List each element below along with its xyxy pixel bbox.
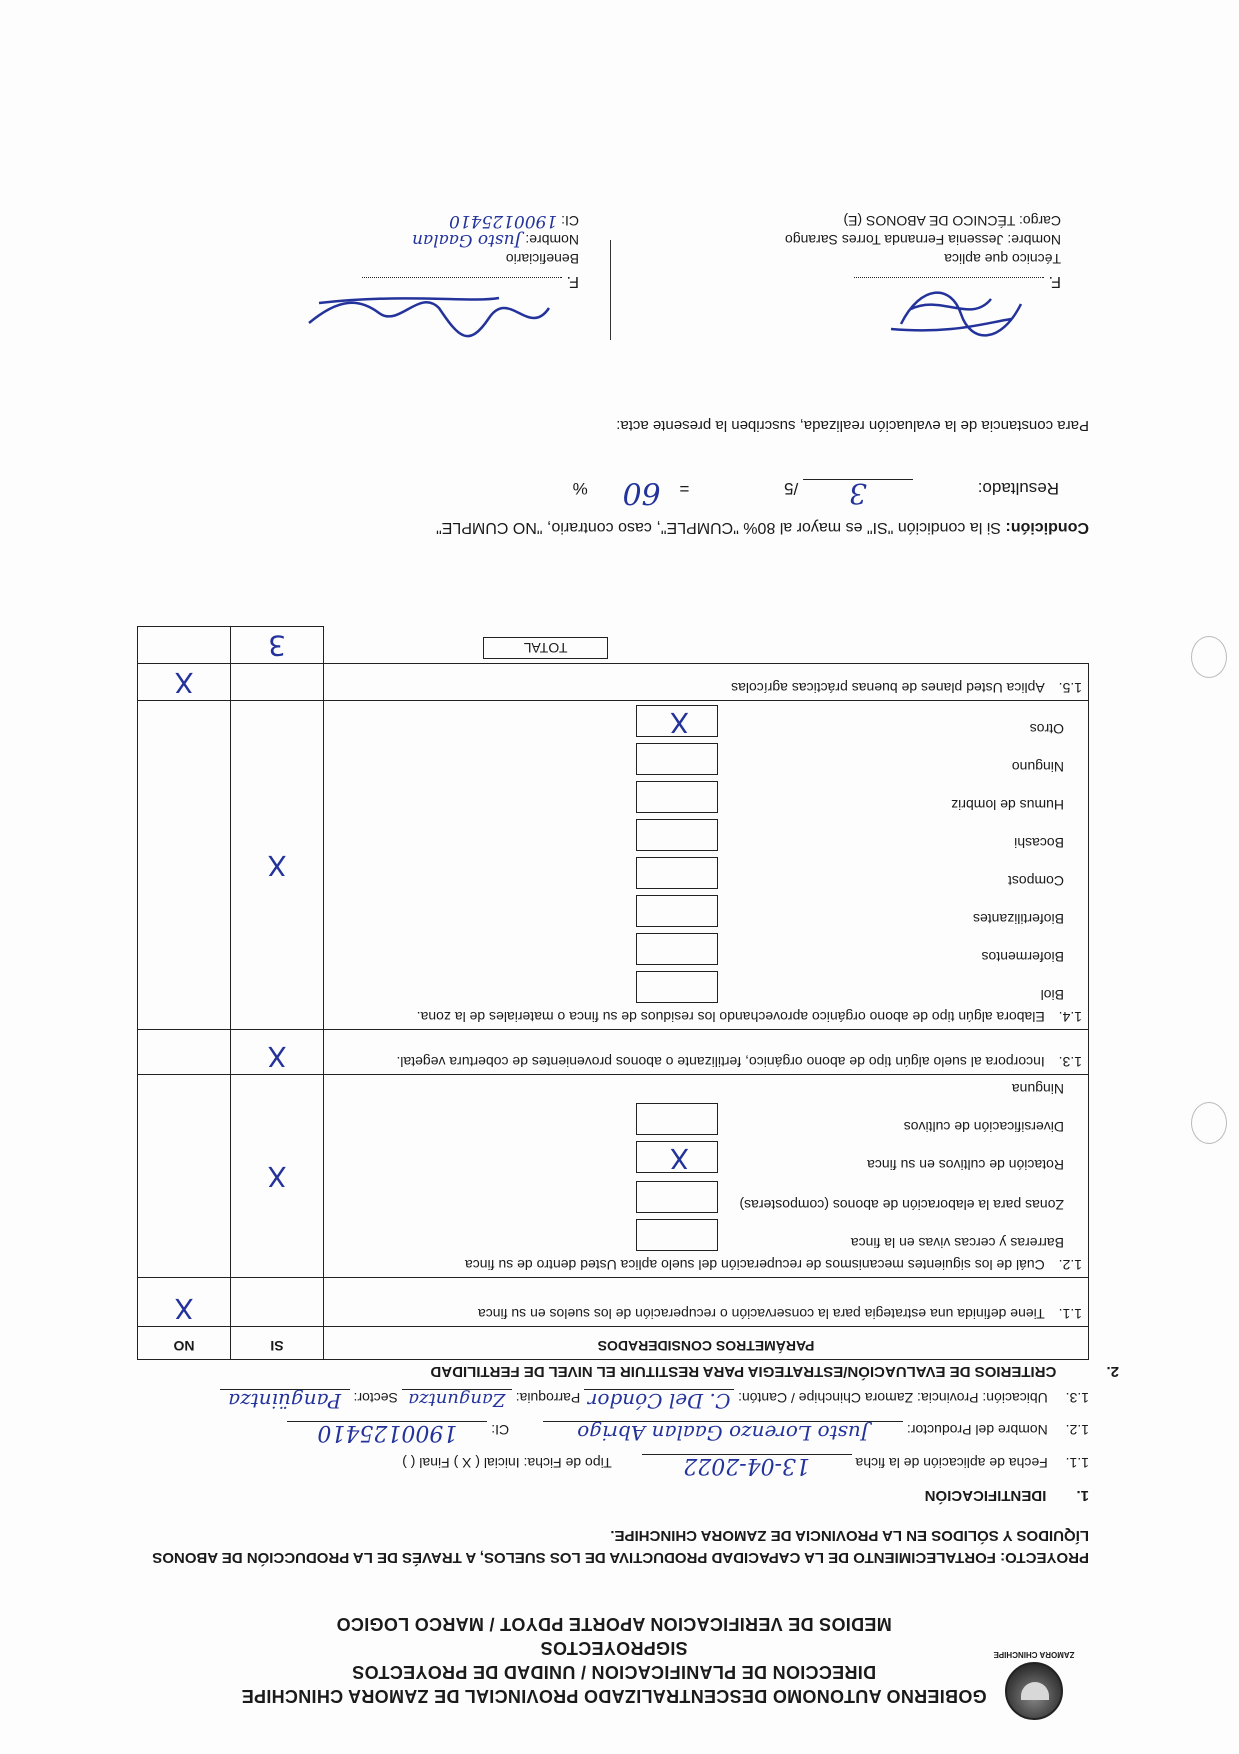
document-header <box>179 1612 1049 1708</box>
punch-hole <box>1191 1102 1227 1144</box>
no-cell <box>138 1030 231 1075</box>
total-cell <box>324 627 1089 664</box>
project-block <box>149 1524 1089 1568</box>
row-ubicacion <box>69 1389 1089 1413</box>
header-param: PARÁMETROS CONSIDERADOS <box>324 1327 1089 1360</box>
sector-value: Pangüintza <box>228 1389 342 1413</box>
option-item <box>330 857 1082 889</box>
option-item <box>330 743 1082 775</box>
si-cell <box>231 1075 324 1278</box>
header-no: NO <box>138 1327 231 1360</box>
ci-value: 1900125410 <box>317 1420 458 1445</box>
option-box <box>636 857 718 889</box>
header-si: SI <box>231 1327 324 1360</box>
option-item <box>330 1079 1082 1097</box>
result-percent-value: 60 <box>622 475 661 510</box>
table-row-1-2 <box>138 1075 1089 1278</box>
parroquia-label: Parroquia: <box>515 1390 581 1406</box>
no-mark: X <box>174 666 194 699</box>
header-line-2: DIRECCION DE PLANIFICACION / UNIDAD DE PROYECTOS <box>351 1662 877 1682</box>
ci-label: CI: <box>491 1422 510 1438</box>
productor-value: Justo Lorenzo Gaalan Abrigo <box>577 1421 869 1445</box>
question-cell <box>324 1075 1089 1278</box>
option-box <box>636 1103 718 1135</box>
option-item <box>330 705 1082 737</box>
signature-line <box>362 277 562 278</box>
question-num: 1.1. <box>1058 1306 1082 1322</box>
evaluation-table <box>137 626 1089 1360</box>
closing-text: Para constancia de la evaluación realizada, suscriben la presente acta: <box>616 417 1089 434</box>
si-mark: X <box>267 849 287 882</box>
condition-line <box>129 518 1089 536</box>
option-label: Zonas para la elaboración de abonos (composteras) <box>739 1197 1064 1213</box>
question-text: Cuál de los siguientes mecanismos de recuperación del suelo aplica Usted dentro de su finca <box>464 1257 1045 1273</box>
option-box <box>636 705 718 737</box>
row-num: 1.1. <box>1065 1455 1089 1471</box>
beneficiary-f-line <box>279 272 579 290</box>
option-box <box>636 971 718 1003</box>
beneficiary-info <box>279 211 579 268</box>
fecha-value: 13-04-2022 <box>683 1453 811 1478</box>
beneficiary-ci: 1900125410 <box>449 211 558 231</box>
option-box <box>636 819 718 851</box>
question-cell <box>324 701 1089 1030</box>
section-title: CRITERIOS DE EVALUACIÓN/ESTRATEGIA PARA RESTITUIR EL NIVEL DE FERTILIDAD <box>430 1363 1057 1380</box>
option-label: Humus de lombriz <box>951 797 1064 813</box>
question-num: 1.2. <box>1058 1257 1082 1273</box>
punch-hole <box>1191 636 1227 678</box>
result-line <box>159 475 1059 510</box>
productor-label: Nombre del Productor: <box>906 1422 1048 1438</box>
option-box <box>638 1079 718 1097</box>
section-identificacion <box>925 1487 1089 1504</box>
si-mark: X <box>267 1160 287 1193</box>
no-cell <box>138 701 231 1030</box>
option-mark: X <box>669 706 689 739</box>
condition-label: Condición: <box>1005 519 1089 536</box>
document-page <box>64 30 1209 1730</box>
si-mark: X <box>267 1040 287 1073</box>
no-cell <box>138 1278 231 1327</box>
row-num: 1.2. <box>1065 1422 1089 1438</box>
result-percent-sign: % <box>572 479 588 498</box>
option-item <box>330 1141 1082 1173</box>
question-text: Elabora algún tipo de abono orgánico aprovechando los residuos de su finca o materiales de la zona. <box>416 1009 1045 1025</box>
result-equals: = <box>679 479 690 498</box>
table-header-row <box>138 1327 1089 1360</box>
option-label: Barreras y cercas vivas en la finca <box>850 1235 1064 1251</box>
option-label: Compost <box>1007 873 1064 889</box>
option-label: Biofertilizantes <box>972 911 1064 927</box>
beneficiary-name: Justo Gaalan <box>412 230 522 250</box>
option-item <box>330 781 1082 813</box>
option-label: Diversificación de cultivos <box>903 1119 1064 1135</box>
option-label: Bocashi <box>1014 835 1064 851</box>
option-label: Otros <box>1029 721 1064 737</box>
total-label: TOTAL <box>483 637 609 659</box>
option-mark: X <box>669 1142 689 1175</box>
sector-label: Sector: <box>353 1390 398 1406</box>
option-box <box>636 1181 718 1213</box>
question-cell <box>324 1278 1089 1327</box>
beneficiary-name-line <box>279 230 579 249</box>
signature-divider <box>610 240 611 340</box>
result-denominator: /5 <box>784 479 799 498</box>
canton-field <box>584 1389 734 1413</box>
option-box <box>636 743 718 775</box>
sector-field <box>220 1389 350 1413</box>
parroquia-value: Zanguntza <box>408 1389 506 1410</box>
si-cell <box>231 1030 324 1075</box>
parroquia-field <box>402 1389 512 1408</box>
option-box <box>636 781 718 813</box>
si-cell <box>231 664 324 701</box>
table-row-1-5 <box>138 664 1089 701</box>
result-label: Resultado: <box>977 479 1059 498</box>
option-item <box>330 819 1082 851</box>
option-box <box>636 1141 718 1173</box>
total-no-cell <box>138 627 231 664</box>
table-total-row <box>138 627 1089 664</box>
technician-info <box>761 211 1061 268</box>
option-label: Biol <box>1040 987 1064 1003</box>
no-cell <box>138 664 231 701</box>
project-label: PROYECTO: <box>1000 1549 1089 1566</box>
option-item <box>330 933 1082 965</box>
header-line-1: GOBIERNO AUTONOMO DESCENTRALIZADO PROVINCIAL DE ZAMORA CHINCHIPE <box>241 1686 987 1706</box>
option-box <box>636 933 718 965</box>
beneficiary-ci-line <box>279 211 579 230</box>
tipo-ficha: Tipo de Ficha: Inicial ( X ) Final ( ) <box>402 1455 612 1471</box>
question-cell <box>324 1030 1089 1075</box>
section-criterios <box>119 1363 1119 1380</box>
si-cell <box>231 701 324 1030</box>
section-num: 2. <box>1106 1363 1119 1380</box>
option-box <box>636 1219 718 1251</box>
condition-text: Si la condición "SI" es mayor al 80% "CUMPLE", caso contrario, "NO CUMPLE" <box>436 519 1001 536</box>
productor-field <box>543 1421 903 1445</box>
technician-role: Técnico que aplica <box>944 251 1061 267</box>
beneficiary-signature-block <box>279 211 579 334</box>
ubicacion-label: Ubicación: Provincia: Zamora Chinchipe / Cantón: <box>738 1390 1048 1406</box>
no-mark: X <box>174 1292 194 1325</box>
beneficiary-role: Beneficiario <box>505 251 579 267</box>
technician-position: Cargo: TÉCNICO DE ABONOS (E) <box>843 213 1061 229</box>
fecha-label: Fecha de aplicación de la ficha <box>855 1455 1048 1471</box>
option-item <box>330 1219 1082 1251</box>
row-fecha <box>139 1453 1089 1478</box>
option-label: Rotación de cultivos en su finca <box>867 1157 1064 1173</box>
row-num: 1.3. <box>1065 1390 1089 1406</box>
option-box <box>636 895 718 927</box>
option-label: Biofermentos <box>981 949 1064 965</box>
table-row-1-4 <box>138 701 1089 1030</box>
project-text: FORTALECIMIENTO DE LA CAPACIDAD PRODUCTIVA DE LOS SUELOS, A TRAVÉS DE LA PRODUCCIÓN DE ABONOS LÍQUIDOS Y SÓLIDOS EN LA PROVINCIA DE ZAMORA CHINCHIPE. <box>152 1527 1089 1566</box>
section-title: IDENTIFICACIÓN <box>924 1487 1047 1504</box>
question-num: 1.4. <box>1058 1009 1082 1025</box>
fecha-field <box>642 1453 852 1478</box>
option-item <box>330 1103 1082 1135</box>
beneficiary-name-label: Nombre: <box>525 232 579 248</box>
technician-f-line <box>761 272 1061 290</box>
option-item <box>330 1179 1082 1213</box>
total-si-cell <box>231 627 324 664</box>
header-line-3: SIGPROYECTOS <box>540 1638 688 1658</box>
signature-line <box>854 277 1044 278</box>
option-label: Ninguna <box>1011 1081 1064 1097</box>
table-row-1-3 <box>138 1030 1089 1075</box>
option-item <box>330 971 1082 1003</box>
technician-name: Nombre: Jessenia Fernanda Torres Sarango <box>784 232 1061 248</box>
f-label: F. <box>566 273 579 290</box>
question-cell <box>324 664 1089 701</box>
question-text: Tiene definida una estrategia para la conservación o recuperación de los suelos en su finca <box>477 1306 1045 1322</box>
si-cell <box>231 1278 324 1327</box>
option-item <box>330 895 1082 927</box>
canton-value: C. Del Cóndor <box>587 1389 731 1413</box>
result-numerator-field <box>803 477 913 510</box>
ci-field <box>287 1420 487 1445</box>
logo-text: ZAMORA CHINCHIPE <box>993 1650 1075 1659</box>
header-line-4: MEDIOS DE VERIFICACION APORTE PDYOT / MARCO LOGICO <box>336 1614 892 1634</box>
beneficiary-ci-label: CI: <box>561 213 579 229</box>
question-text: Incorpora al suelo algún tipo de abono orgánico, fertilizante o abonos provenientes de cobertura vegetal. <box>396 1054 1045 1070</box>
question-num: 1.5. <box>1058 680 1082 696</box>
table-row-1-1 <box>138 1278 1089 1327</box>
no-cell <box>138 1075 231 1278</box>
total-value: 3 <box>268 629 286 662</box>
row-productor <box>139 1420 1089 1445</box>
f-label: F. <box>1048 273 1061 290</box>
result-numerator: 3 <box>849 477 867 510</box>
question-text: Aplica Usted planes de buenas prácticas agrícolas <box>731 680 1045 696</box>
section-num: 1. <box>1076 1487 1089 1504</box>
question-num: 1.3. <box>1058 1054 1082 1070</box>
option-label: Ninguno <box>1011 759 1064 775</box>
technician-signature-block <box>761 213 1061 334</box>
